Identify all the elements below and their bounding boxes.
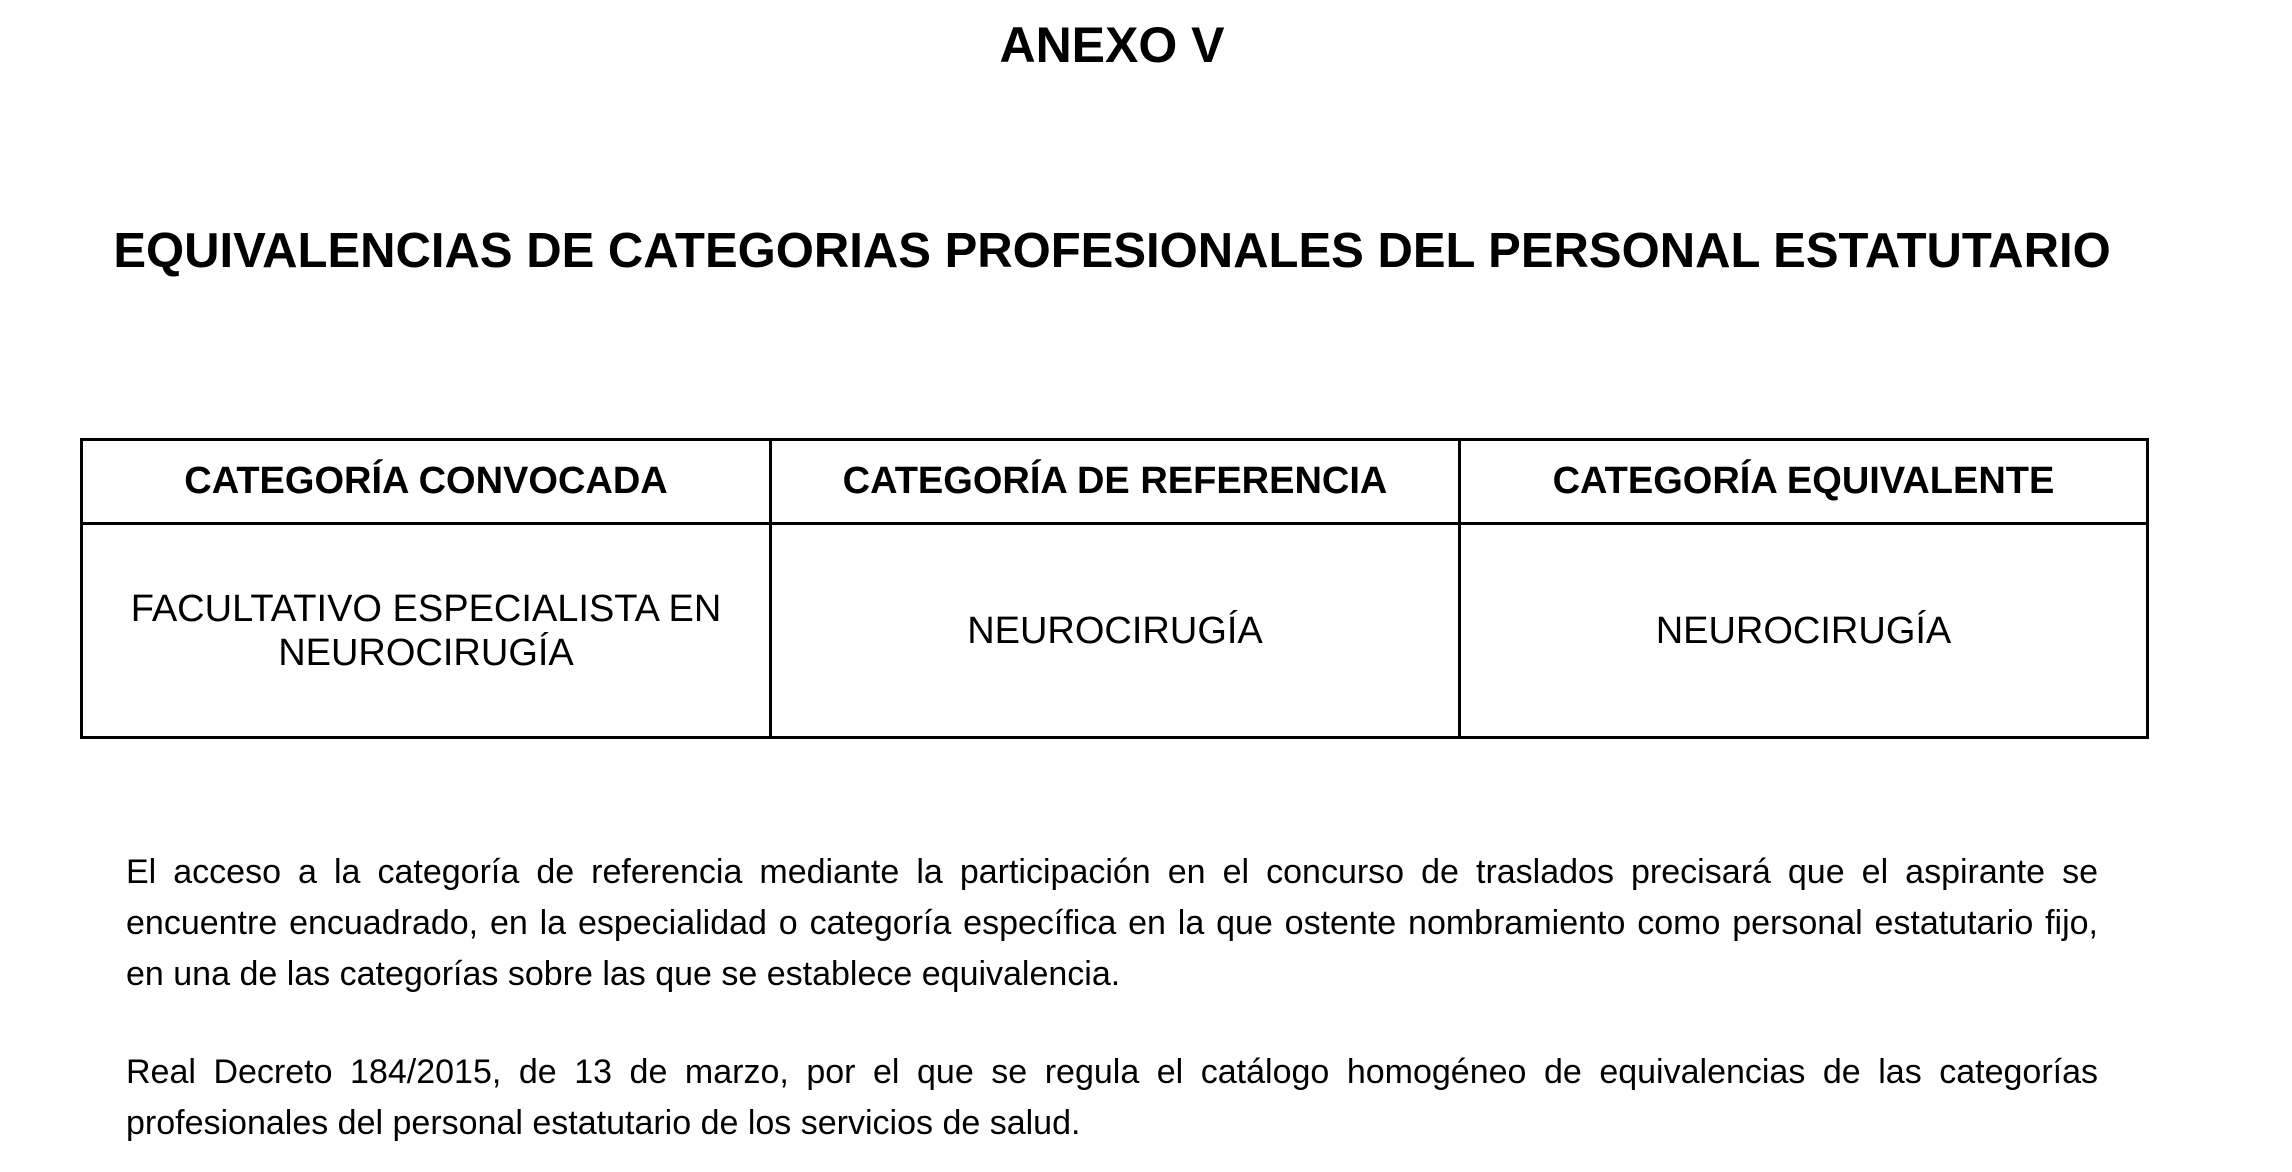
header-categoria-equivalente: CATEGORÍA EQUIVALENTE [1460,440,2148,524]
annex-title: ANEXO V [999,17,1225,73]
equivalences-table [80,438,2149,739]
table-row [82,524,2148,738]
access-requirement-paragraph: El acceso a la categoría de referencia mediante la participación en el concurso de traslados precisará que el aspirante se encuentre encuadrado, en la especialidad o categoría específica en la que ostente nombramiento como personal estatutario fijo, en una de las categorías sobre las que se establece equivalencia. [126,853,2098,993]
cell-categoria-equivalente [1460,524,2148,738]
header-categoria-referencia: CATEGORÍA DE REFERENCIA [771,440,1460,524]
legal-reference-paragraph: Real Decreto 184/2015, de 13 de marzo, por el que se regula el catálogo homogéneo de equivalencias de las categorías profesionales del personal estatutario de los servicios de salud. [126,1053,2098,1142]
cell-categoria-equivalente-text: NEUROCIRUGÍA [1655,609,1952,652]
cell-categoria-referencia-text: NEUROCIRUGÍA [967,609,1263,652]
cell-categoria-convocada [82,524,771,738]
cell-categoria-referencia [771,524,1460,738]
header-categoria-convocada: CATEGORÍA CONVOCADA [82,440,771,524]
document-title: EQUIVALENCIAS DE CATEGORIAS PROFESIONALES DEL PERSONAL ESTATUTARIO [113,224,2111,278]
cell-categoria-convocada-text: FACULTATIVO ESPECIALISTA EN NEUROCIRUGÍA [130,587,722,674]
table-header-row [82,440,2148,524]
